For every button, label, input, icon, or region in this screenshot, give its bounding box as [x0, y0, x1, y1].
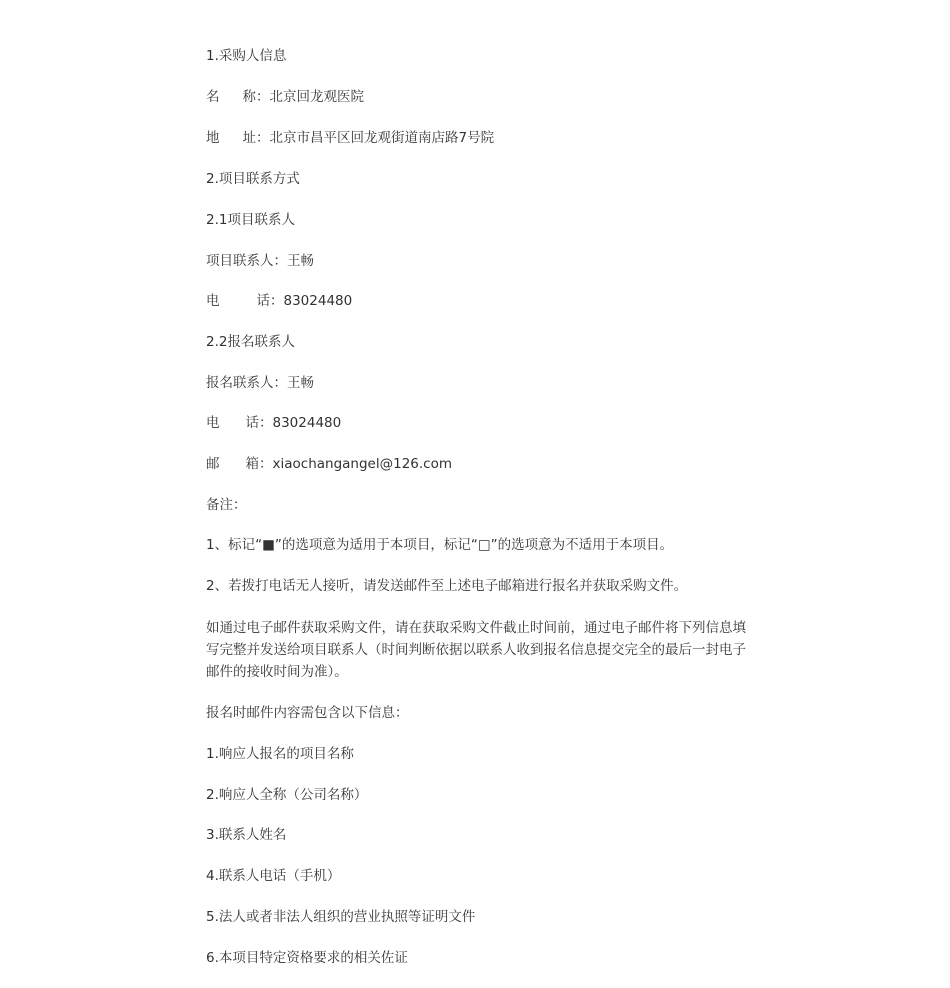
- label-text: 话：: [256, 293, 284, 309]
- project-phone-row: [206, 291, 751, 311]
- label-text: 箱：: [245, 456, 273, 472]
- label-text: 地: [206, 130, 220, 146]
- list-item: 3.联系人姓名: [206, 827, 287, 843]
- purchaser-name-row: [206, 87, 751, 107]
- label-text: 址：: [242, 130, 270, 146]
- notes-heading: 备注：: [206, 497, 247, 513]
- label-text: 话：: [245, 415, 273, 431]
- project-phone-value: 83024480: [283, 293, 353, 309]
- section-heading-purchaser: 1.采购人信息: [206, 48, 287, 64]
- subsection-heading-project-contact: 2.1项目联系人: [206, 212, 295, 228]
- registration-email-row: [206, 454, 751, 474]
- project-contact-row: [206, 251, 751, 271]
- registration-email-value: xiaochangangel@126.com: [272, 456, 452, 472]
- list-item: 1.响应人报名的项目名称: [206, 746, 354, 762]
- purchaser-name-value: 北京回龙观医院: [269, 89, 364, 105]
- label-text: 电: [206, 415, 220, 431]
- project-contact-value: 王畅: [287, 253, 314, 269]
- list-item: 2.响应人全称（公司名称）: [206, 787, 368, 803]
- label-text: 邮: [206, 456, 220, 472]
- note-item: 1、标记“■”的选项意为适用于本项目，标记“□”的选项意为不适用于本项目。: [206, 537, 674, 553]
- email-content-heading: 报名时邮件内容需包含以下信息：: [206, 705, 409, 721]
- label-text: 电: [206, 293, 220, 309]
- registration-contact-value: 王畅: [287, 375, 314, 391]
- label-text: 称：: [242, 89, 270, 105]
- label-text: 报名联系人：: [206, 375, 287, 391]
- list-item: 4.联系人电话（手机）: [206, 868, 341, 884]
- note-item: 2、若拨打电话无人接听，请发送邮件至上述电子邮箱进行报名并获取采购文件。: [206, 578, 688, 594]
- list-item: 6.本项目特定资格要求的相关佐证: [206, 950, 408, 966]
- label-text: 项目联系人：: [206, 253, 287, 269]
- label-text: 名: [206, 89, 220, 105]
- document-body: [206, 46, 751, 968]
- registration-phone-value: 83024480: [272, 415, 342, 431]
- purchaser-address-row: [206, 128, 751, 148]
- registration-contact-row: [206, 373, 751, 393]
- email-instructions-paragraph: 如通过电子邮件获取采购文件，请在获取采购文件截止时间前，通过电子邮件将下列信息填写完整并发送给项目联系人（时间判断依据以联系人收到报名信息提交完全的最后一封电子邮件的接收时间为准）。: [206, 620, 746, 680]
- registration-phone-row: [206, 413, 751, 433]
- purchaser-address-value: 北京市昌平区回龙观街道南店路7号院: [269, 130, 495, 146]
- subsection-heading-registration-contact: 2.2报名联系人: [206, 334, 295, 350]
- section-heading-contact: 2.项目联系方式: [206, 171, 300, 187]
- list-item: 5.法人或者非法人组织的营业执照等证明文件: [206, 909, 476, 925]
